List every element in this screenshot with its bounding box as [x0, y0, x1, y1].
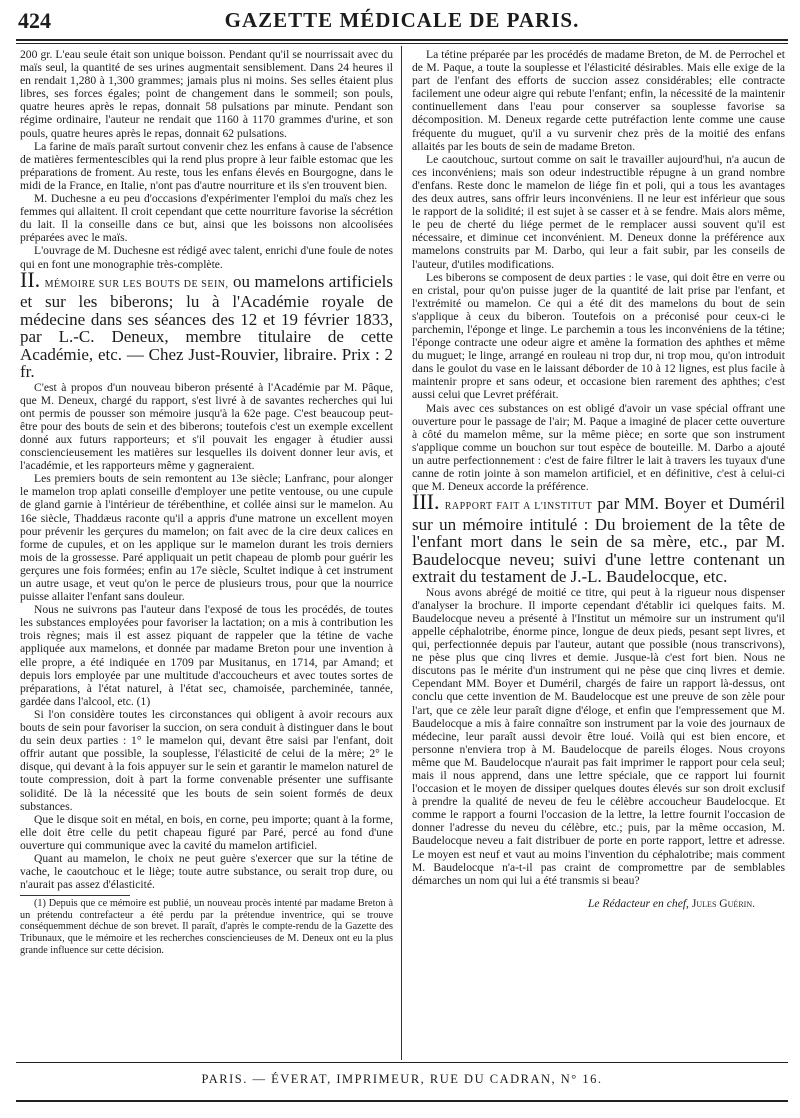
paragraph: La tétine préparée par les procédés de madame Breton, de M. de Perrochel et de M. Paque, a toute la souplesse et l'élasticité désirables. Mais elle exige de la part de l'enfant des efforts de succion assez considérables; elle contracte facilement une odeur aigre qui rebute l'enfant; enfin, la nécessité de la maintenir continuellement dans l'eau pour conserver sa souplesse favorise sa décomposition. M. Deneux regarde cette putréfaction lente comme une cause fréquente du muguet, qu'il a vu survenir chez près de la moitié des enfans allaités par les bouts de sein de madame Breton. — [412, 48, 785, 153]
section-heading-smallcaps: RAPPORT FAIT A L'INSTITUT — [444, 501, 593, 513]
footnote: (1) Depuis que ce mémoire est publié, un nouveau procès intenté par madame Breton à un prétendu contrefacteur a été perdu par la prétendue inventrice, qui se trouve conséquemment déchue de son brevet. Il paraît, d'après le compte-rendu de la Gazette des Tribunaux, que le mémoire et les recherches consciencieuses de M. Deneux ont eu la plus grande influence sur cette décision. — [20, 898, 393, 956]
footer-rule-thin — [16, 1062, 788, 1063]
paragraph: Que le disque soit en métal, en bois, en corne, peu importe; quant à la forme, elle doit être celle du petit chapeau figuré par Paré, percé au fond d'une ouverture qui communique avec la cavité du mamelon artificiel. — [20, 812, 393, 852]
paragraph: Nous avons abrégé de moitié ce titre, qui peut à la rigueur nous dispenser d'analyser la brochure. Il importe cependant d'établir ici quelques faits. M. Baudelocque neveu a présenté à l'Institut un mémoire sur un instrument qu'il appelle céphalotribe, énorme pince, longue de deux pieds, pesant sept livres, et qui, perfectionnée depuis par l'auteur, autant que possible (nous transcrivons), ne pèse plus que cinq livres et demie. Jusque-là c'est fort bien. Nous ne discutons pas le mérite d'un instrument qui ne pèse que cinq livres et demie. Cependant MM. Boyer et Duméril, chargés de faire un rapport là-dessus, ont conclu que cette invention de M. Baudelocque est une preuve de son zèle pour l'art, que ce zèle leur paraît digne d'éloge, et enfin que l'empressement que M. Baudelocque a mis à faire connaître son instrument par la voie des journaux de médecine, leur paraît aussi devoir être loué. Voilà qui est bien encore, et personne n'enviera trop à M. Baudelocque de pareils éloges. Nous croyons même que M. Baudelocque n'aurait pas fait imprimer le rapport pour cela seul; mais il nous apprend, dans une lettre spéciale, que ce rapport lui fournit l'occasion et le moyen de dissiper quelques doutes élevés sur son droit exclusif à prendre la qualité de neveu de feu le célèbre accoucheur Baudelocque. Et comme le rapport a fourni l'occasion de la lettre, la lettre fournit l'occasion de donner l'adresse du neveu du célèbre, etc.; puis, par la même occasion, M. Baudelocque neveu a fait distribuer de porte en porte rapport, lettre et adresse. Le moyen est neuf et vaut au moins l'invention du céphalotribe; mais comment M. Baudelocque n'a-t-il pas craint de compromettre par de semblables démarches un nom qui lui a été transmis si beau? — [412, 585, 785, 887]
paragraph: Quant au mamelon, le choix ne peut guère s'exercer que sur la tétine de vache, le caoutchouc et le liège; toute autre substance, ou serait trop dure, ou n'aurait pas assez d'élasticité. — [20, 851, 393, 892]
signature-name: Jules Guérin. — [691, 896, 755, 910]
right-column — [412, 48, 785, 1060]
footer-rule-thick — [16, 1100, 788, 1102]
section-numeral: II. — [20, 266, 41, 292]
paragraph: Les biberons se composent de deux parties : le vase, qui doit être en verre ou en cristal, pour qu'on puisse juger de la quantité de lait prise par l'enfant, et l'extrémité ou mamelon. Ce qui a été dit des mamelons du bout de sein s'applique à ceux du biberon. Toutefois on a préconisé pour ceux-ci le parchemin, l'éponge et linge. Le parchemin a tous les inconvéniens de la tétine; l'éponge contracte une odeur aigre et amène la formation des aphthes et même du muguet; le linge, arrangé en rouleau ni trop dur, ni trop mou, qu'on introduit dans le goulot du vase en le laissant déborder de 10 à 12 lignes, est plus facile à maintenir propre et sans odeur, et occasione bien rarement des aphthes; c'est aussi celui que Levret préférait. — [412, 270, 785, 402]
column-separator — [401, 46, 402, 1060]
paragraph: Les premiers bouts de sein remontent au 13e siècle; Lanfranc, pour alonger le mamelon trop aplati conseille d'employer une petite ventouse, ou une cupule de gland garnie à l'intérieur de térébenthine, et collée ainsi sur le mamelon. Au 16e siècle, Thaddæus raconte qu'il a appris d'une matrone un excellent moyen pour prévenir les gerçures du mamelon; on fait avec de la cire deux calices en forme de cupules, et on les applique sur le mamelon durant les trois derniers mois de la grossesse. Paré appliquait un petit chapeau de plomb pour guérir les gerçures une fois formées; enfin au 17e siècle, Scultet indique à cet instrument un autre usage, et veut qu'on le perce de plusieurs trous, pour que la nourrice puisse allaiter l'enfant sans douleur. — [20, 472, 393, 604]
signature-role: Le Rédacteur en chef, — [587, 896, 689, 910]
page-number: 424 — [18, 8, 51, 33]
paragraph: Mais avec ces substances on est obligé d'avoir un vase spécial offrant une ouverture pour le passage de l'air; M. Paque a imaginé de placer cette ouverture à côté du mamelon même, sur la même pièce; en sorte que son instrument s'applique comme un bouchon sur tout espèce de bouteille. M. Darbo a ajouté un autre perfectionnement : c'est de faire filtrer le lait à travers les tuyaux d'une canne de rotin jointe à son mamelon artificiel, et en définitive, c'est à celui-ci que M. Deneux accorde la préférence. — [412, 401, 785, 494]
section-heading-smallcaps: MÉMOIRE SUR LES BOUTS DE SEIN, — [44, 278, 229, 290]
page-header — [16, 6, 788, 40]
paragraph: Le caoutchouc, surtout comme on sait le travailler aujourd'hui, n'a aucun de ces inconvéniens; mais son odeur indestructible répugne à un grand nombre d'enfans. Reste donc le mamelon de liége fin et poli, qui a tous les avantages des deux autres, sans offrir leurs inconvéniens. Il ne leur est inférieur que sous le rapport de la solidité; il est sujet à se casser et à se fendre. Mais alors même, le peu de cherté du liége permet de le remplacer aussi souvent qu'il est nécessaire, et diminue cet inconvénient. M. Deneux donne la préférence aux mamelons construits par M. Darbo, qui leur a fait subir, par les conseils de l'auteur, d'utiles modifications. — [412, 152, 785, 271]
paragraph: C'est à propos d'un nouveau biberon présenté à l'Académie par M. Pâque, que M. Deneux, chargé du rapport, s'est livré à de savantes recherches qui lui ont permis de pousser son mémoire jusqu'à la 62e page. C'est beaucoup peut-être pour des bouts de sein et des biberons; toutefois c'est un exemple excellent donné aux futurs rapporteurs; et s'il pouvait les engager à étudier aussi consciencieusement les matières sur lesquelles ils doivent donner leur avis, et l'académie, et les rapporteurs même y gagneraient. — [20, 380, 393, 473]
paragraph: L'ouvrage de M. Duchesne est rédigé avec talent, enrichi d'une foule de notes qui en font une monographie très-complète. — [20, 244, 393, 271]
section-heading-authors: par MM. Boyer et Duméril — [592, 494, 785, 514]
printer-imprint: PARIS. — ÉVERAT, IMPRIMEUR, RUE DU CADRAN, N° 16. — [201, 1072, 603, 1086]
section-heading-text: sur un mémoire intitulé : Du broiement de la tête de l'enfant mort dans le sein de sa mère, etc., par M. Baudelocque neveu; suivi d'une lettre contenant un extrait du testament de J.-L. Baudelocque, etc. — [412, 514, 785, 587]
journal-title: GAZETTE MÉDICALE DE PARIS. — [224, 8, 580, 32]
section-heading-text: ou mamelons artificiels et sur les biberons; lu à l'Académie royale de médecine dans ses séances des 12 et 19 février 1833, par L.-C. Deneux, membre titulaire de cette Académie, etc. — Chez Just-Rouvier, libraire. Prix : 2 fr. — [20, 271, 393, 382]
footnote-rule — [20, 895, 130, 896]
editor-signature — [412, 897, 785, 910]
left-column — [20, 48, 393, 1058]
paragraph: 200 gr. L'eau seule était son unique boisson. Pendant qu'il se nourrissait avec du maïs seul, la quantité de ses urines augmentait sensiblement. Dans 24 heures il en rendait 1,280 à 1,300 grammes; jamais plus ni moins. Ses selles étaient plus libres, ses forces égales; point de changement dans le sommeil; son pouls, quatre heures après le repas, donnait 58 pulsations par minute. Pendant son régime ordinaire, l'auteur ne rendait que 1160 à 1170 grammes d'urine, et son pouls, quatre heures après le repas, donnait 62 pulsations. — [20, 48, 393, 140]
header-rule-thin — [16, 43, 788, 44]
paragraph: Si l'on considère toutes les circonstances qui obligent à avoir recours aux bouts de sein pour favoriser la succion, on sera conduit à distinguer dans le bout du sein deux parties : 1° le mamelon qui, devant être saisi par l'enfant, doit offrir autant que possible, la souplesse, l'élasticité de celui de la mère; 2° le disque, qui devant à la fois appuyer sur le sein et garantir le mamelon naturel de toute compression, doit à part la forme convenable présenter une suffisante solidité. De là la nécessité que les bouts de sein soient formés de deux substances. — [20, 707, 393, 813]
section-heading-ii — [20, 266, 393, 382]
newspaper-page — [16, 6, 788, 1112]
header-rule-thick — [16, 39, 788, 41]
paragraph: La farine de maïs paraît surtout convenir chez les enfans à cause de l'absence de matières fermentescibles qui la rend plus propre à leur faible estomac que les préparations de froment. Au reste, tous les enfans élevés en Bourgogne, dans le midi de la France, en Italie, n'ont pas d'autre nourriture et ils s'en trouvent bien. — [20, 139, 393, 192]
paragraph: Nous ne suivrons pas l'auteur dans l'exposé de tous les procédés, de toutes les substances employées pour favoriser la lactation; on a mis à contribution les trois règnes; mais il est assez piquant de rappeler que la tétine de vache appliquée aux mamelons, et donnée par madame Breton pour une invention à elle propre, a été indiquée en 1709 par Musitanus, en 1714, par Amand; et depuis lors employée par une multitude d'accoucheurs et avec toutes sortes de préparations, à l'état naturel, à l'état sec, chamoisée, parcheminée, tannée, gardée dans l'alcool, etc. (1) — [20, 603, 393, 708]
section-numeral: III. — [412, 489, 440, 515]
paragraph: M. Duchesne a eu peu d'occasions d'expérimenter l'emploi du maïs chez les femmes qui allaitent. Il croit cependant que cette nourriture favorise la sécrétion du lait. Il la conseille dans ce but, ainsi que les boissons non alcoolisées préparées avec le maïs. — [20, 192, 393, 245]
section-heading-iii — [412, 489, 785, 587]
